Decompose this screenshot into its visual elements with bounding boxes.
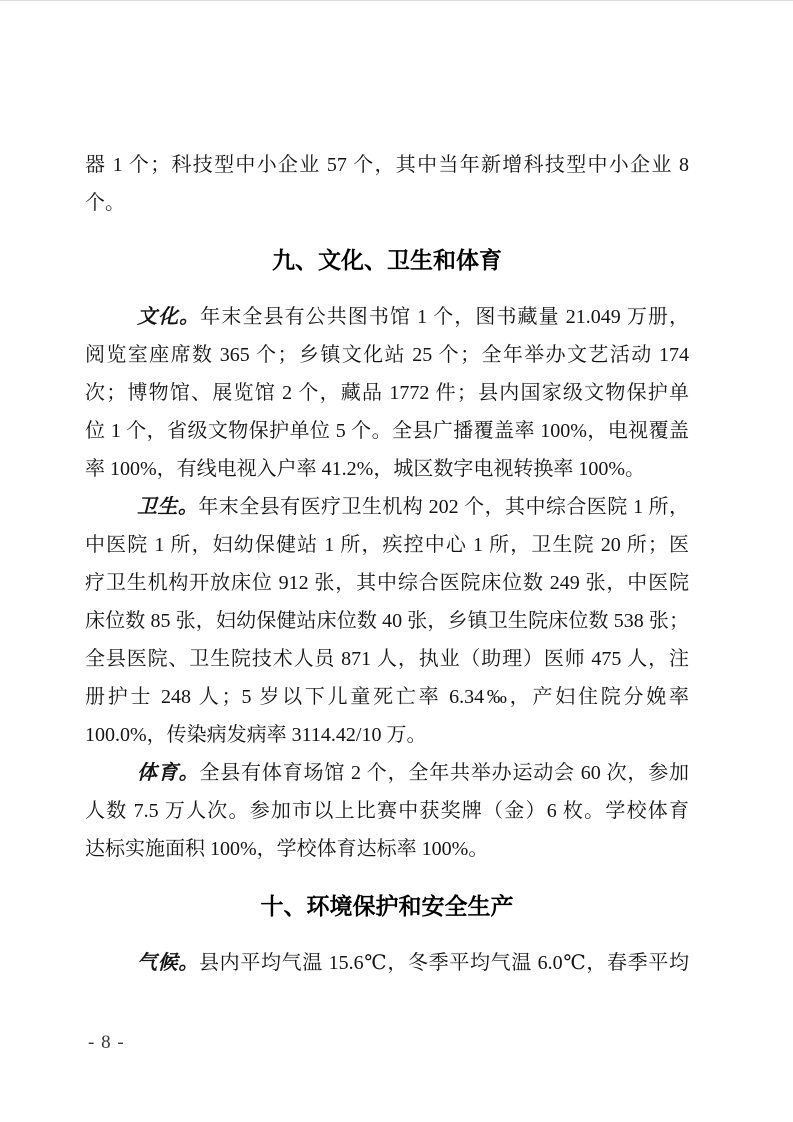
section-heading-ten: 十、环境保护和安全生产 <box>260 893 514 919</box>
text-line: 床位数 85 张，妇幼保健站床位数 40 张，乡镇卫生院床位数 538 张； <box>85 610 689 632</box>
text-line <box>85 488 689 526</box>
page-number: - 8 - <box>88 1032 125 1053</box>
text-line: 次；博物馆、展览馆 2 个，藏品 1772 件；县内国家级文物保护单 <box>85 382 689 404</box>
text-line <box>85 944 689 982</box>
paragraph-first-line: 年末全县有公共图书馆 1 个，图书藏量 21.049 万册， <box>200 306 689 328</box>
paragraph-lead-sports: 体育。 <box>137 762 200 784</box>
text-line: 100.0%，传染病发病率 3114.42/10 万。 <box>85 724 427 746</box>
text-line <box>85 754 689 792</box>
paragraph-lead-health: 卫生。 <box>137 496 199 518</box>
text-line: 疗卫生机构开放床位 912 张，其中综合医院床位数 249 张，中医院 <box>85 572 689 594</box>
paragraph-first-line: 全县有体育场馆 2 个，全年共举办运动会 60 次，参加 <box>199 762 689 784</box>
paragraph-lead-culture: 文化。 <box>137 306 201 328</box>
text-line: 率 100%，有线电视入户率 41.2%，城区数字电视转换率 100%。 <box>85 458 645 480</box>
text-line: 器 1 个；科技型中小企业 57 个，其中当年新增科技型中小企业 8 <box>85 154 689 176</box>
text-line: 阅览室座席数 365 个；乡镇文化站 25 个；全年举办文艺活动 174 <box>85 344 689 366</box>
text-line: 册护士 248 人；5 岁以下儿童死亡率 6.34‰，产妇住院分娩率 <box>85 686 689 708</box>
paragraph-lead-climate: 气候。 <box>137 952 199 974</box>
section-heading-nine: 九、文化、卫生和体育 <box>272 247 502 273</box>
text-line: 全县医院、卫生院技术人员 871 人，执业（助理）医师 475 人，注 <box>85 648 689 670</box>
text-line: 位 1 个，省级文物保护单位 5 个。全县广播覆盖率 100%，电视覆盖 <box>85 420 689 442</box>
text-line <box>85 298 689 336</box>
text-line: 人数 7.5 万人次。参加市以上比赛中获奖牌（金）6 枚。学校体育 <box>85 800 689 822</box>
text-line: 个。 <box>85 192 125 214</box>
text-line: 中医院 1 所，妇幼保健站 1 所，疾控中心 1 所，卫生院 20 所；医 <box>85 534 689 556</box>
paragraph-first-line: 县内平均气温 15.6℃，冬季平均气温 6.0℃，春季平均 <box>199 952 689 974</box>
text-column <box>85 146 689 982</box>
paragraph-first-line: 年末全县有医疗卫生机构 202 个，其中综合医院 1 所， <box>198 496 689 518</box>
text-line: 达标实施面积 100%，学校体育达标率 100%。 <box>85 838 489 860</box>
page-top-rule <box>0 0 793 1</box>
